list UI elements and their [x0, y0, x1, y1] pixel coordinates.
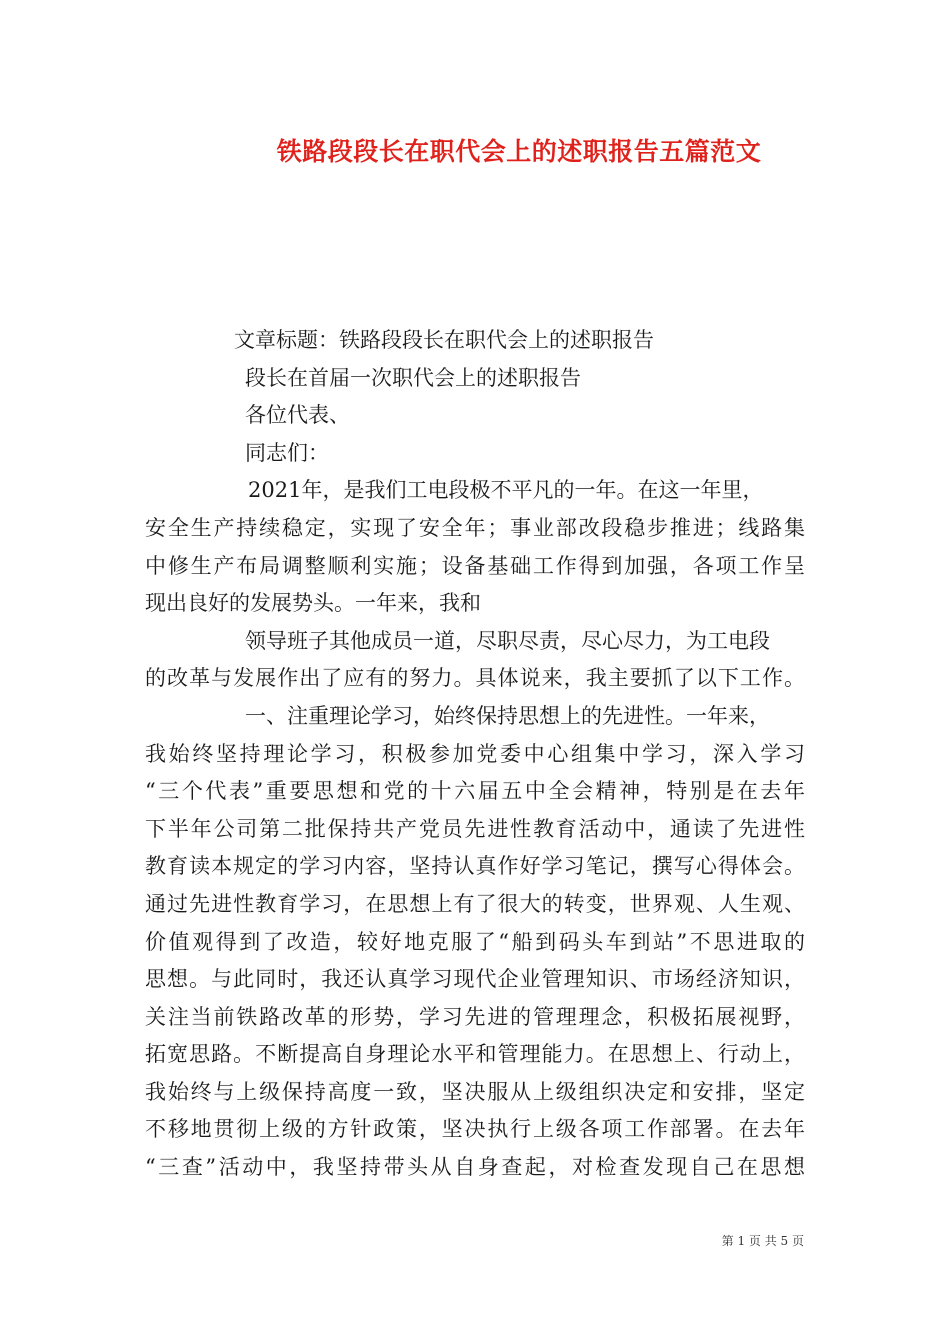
paragraph-line: 关注当前铁路改革的形势，学习先进的管理理念，积极拓展视野，: [145, 1004, 805, 1029]
paragraph-line: 通过先进性教育学习，在思想上有了很大的转变，世界观、人生观、: [145, 891, 805, 916]
paragraph-line: 的改革与发展作出了应有的努力。具体说来，我主要抓了以下工作。: [145, 666, 805, 691]
page-number: 第 1 页 共 5 页: [721, 1234, 804, 1248]
paragraph-2: [145, 623, 805, 698]
document-title: 铁路段段长在职代会上的述职报告五篇范文: [276, 137, 762, 166]
paragraph-line: 安全生产持续稳定，实现了安全年；事业部改段稳步推进；线路集: [145, 515, 805, 540]
paragraph-line: 中修生产布局调整顺利实施；设备基础工作得到加强，各项工作呈: [145, 553, 805, 578]
paragraph-3: [145, 698, 805, 1187]
paragraph-line: 思想。与此同时，我还认真学习现代企业管理知识、市场经济知识，: [145, 967, 805, 992]
header-line-subtitle: 段长在首届一次职代会上的述职报告: [245, 365, 581, 390]
paragraph-line: “三查”活动中，我坚持带头从自身查起，对检查发现自己在思想: [145, 1155, 805, 1180]
header-line-article-title: 文章标题：铁路段段长在职代会上的述职报告: [234, 328, 654, 352]
paragraph-line: 我始终坚持理论学习，积极参加党委中心组集中学习，深入学习: [145, 741, 805, 766]
paragraph-line: 2021年，是我们工电段极不平凡的一年。在这一年里，: [248, 478, 764, 503]
paragraph-line: 不移地贯彻上级的方针政策，坚决执行上级各项工作部署。在去年: [145, 1117, 805, 1142]
paragraph-line: 我始终与上级保持高度一致，坚决服从上级组织决定和安排，坚定: [145, 1079, 805, 1104]
paragraph-line: 下半年公司第二批保持共产党员先进性教育活动中，通读了先进性: [145, 816, 805, 841]
paragraph-line: 价值观得到了改造，较好地克服了“船到码头车到站”不思进取的: [145, 929, 805, 954]
header-line-salutation-2: 同志们：: [245, 440, 329, 465]
paragraph-line: 拓宽思路。不断提高自身理论水平和管理能力。在思想上、行动上，: [145, 1042, 805, 1067]
paragraph-line: 教育读本规定的学习内容，坚持认真作好学习笔记，撰写心得体会。: [145, 854, 805, 879]
paragraph-1: [145, 472, 805, 622]
paragraph-line: 一、注重理论学习，始终保持思想上的先进性。一年来，: [245, 703, 770, 728]
paragraph-line: 现出良好的发展势头。一年来，我和: [145, 591, 481, 616]
document-body: [145, 322, 805, 1187]
header-line-salutation-1: 各位代表、: [245, 403, 350, 428]
paragraph-line: “三个代表”重要思想和党的十六届五中全会精神，特别是在去年: [145, 779, 805, 804]
paragraph-line: 领导班子其他成员一道，尽职尽责，尽心尽力，为工电段: [245, 628, 770, 653]
